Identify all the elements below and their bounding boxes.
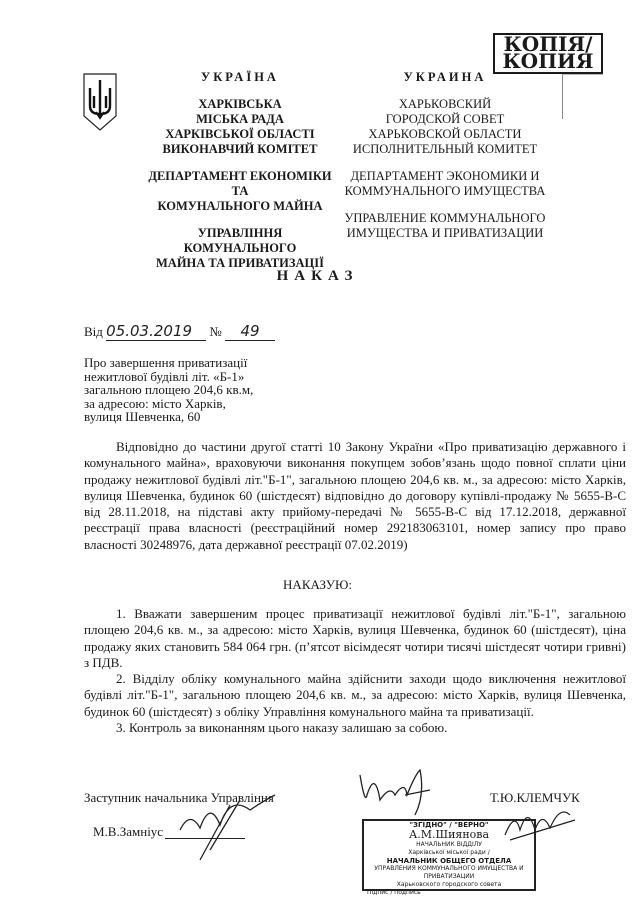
stamp-sign-label: Підпис / подпись <box>367 889 421 896</box>
signature-position: Заступник начальника Управління <box>84 790 274 805</box>
copy-stamp <box>493 33 603 74</box>
order-item: 1. Вважати завершеним процес приватизації нежитлової будівлі літ."Б-1", загальною площею 204,6 кв. м., за адресою: місто Харків, вулиця Шевченка, будинок 60 (шістдесят), ціна продажу яких становить 584 064 грн. (п’ятсот вісімдесят чотири тисячі шістдесят чотири гривні) з ПДВ. <box>84 606 626 670</box>
subject-line: за адресою: місто Харків, <box>84 395 226 411</box>
certification-stamp <box>362 819 536 896</box>
registration-mark <box>562 74 603 119</box>
header-ua-line: ВИКОНАВЧИЙ КОМІТЕТ <box>162 142 318 156</box>
signature-name: Т.Ю.КЛЕМЧУК <box>490 790 580 805</box>
header-ru-line: ГОРОДСКОЙ СОВЕТ <box>385 112 505 126</box>
executor-signature-icon <box>170 790 280 870</box>
dept-ru-line: КОММУНАЛЬНОГО ИМУЩЕСТВА <box>344 184 546 198</box>
header-ua <box>145 70 335 271</box>
copy-stamp-line2: КОПИЯ <box>502 49 594 73</box>
subject-line: загальною площею 204,6 кв.м, <box>84 382 254 397</box>
subject-line: Про завершення приватизації <box>84 355 248 370</box>
document-title: НАКАЗ <box>276 268 359 284</box>
header-ru <box>340 70 550 241</box>
dept-ru-line: ДЕПАРТАМЕНТ ЭКОНОМИКИ И <box>350 169 540 183</box>
date-line <box>84 322 275 341</box>
order-item: 3. Контроль за виконанням цього наказу залишаю за собою. <box>116 720 448 736</box>
country-ru: УКРАИНА <box>403 70 487 84</box>
order-item: 2. Відділу обліку комунального майна здійснити заходи щодо виключення нежитлової будівлі літ."Б-1", загальною площею 204,6 кв. м., за адресою: місто Харків, вулиця Шевченка, будинок 60 (шістдесят) з обліку Управління комунального майна та приватизації. <box>84 671 626 719</box>
subject-line: вулиця Шевченка, 60 <box>84 409 201 424</box>
stamp-line: Харьковского городского совета <box>396 881 502 888</box>
header-ua-line: ХАРКІВСЬКА <box>198 97 282 111</box>
header-ua-line: МІСЬКА РАДА <box>196 112 284 126</box>
order-heading: НАКАЗУЮ: <box>283 577 352 592</box>
dept-ua-line: КОМУНАЛЬНОГО МАЙНА <box>157 199 323 213</box>
head-signature-icon <box>345 765 435 825</box>
office-ua-line: УПРАВЛІННЯ КОМУНАЛЬНОГО <box>183 226 297 255</box>
dept-ua-line: ДЕПАРТАМЕНТ ЕКОНОМІКИ ТА <box>148 169 332 198</box>
order-items <box>84 606 626 736</box>
stamp-name: А.М.Шиянова <box>408 828 490 841</box>
copy-stamp-line1: КОПІЯ/ <box>503 32 593 56</box>
date-value: 05.03.2019 <box>106 322 206 341</box>
coat-of-arms-icon <box>82 72 118 132</box>
office-ua-line: МАЙНА ТА ПРИВАТИЗАЦІЇ <box>156 256 324 270</box>
stamp-title: "ЗГІДНО" / "ВЕРНО" <box>409 821 489 829</box>
office-ru-line: УПРАВЛЕНИЕ КОММУНАЛЬНОГО <box>344 211 546 225</box>
stamp-line: НАЧАЛЬНИК ВІДДІЛУ <box>416 841 482 848</box>
stamp-line: Харківської міської ради / <box>408 849 490 856</box>
header-ru-line: ХАРЬКОВСКИЙ <box>398 97 492 111</box>
executor-name: М.В.Замніус <box>93 824 164 839</box>
header-ru-line: ХАРЬКОВСКОЙ ОБЛАСТИ <box>368 127 522 141</box>
number-value: 49 <box>225 322 275 341</box>
office-ru-line: ИМУЩЕСТВА И ПРИВАТИЗАЦИИ <box>346 226 544 240</box>
header-ua-line: ХАРКІВСЬКОЇ ОБЛАСТІ <box>165 127 315 141</box>
subject-line: нежитлової будівлі літ. «Б-1» <box>84 368 245 384</box>
date-from-label: Від <box>84 324 103 339</box>
header-ru-line: ИСПОЛНИТЕЛЬНЫЙ КОМИТЕТ <box>352 142 538 156</box>
country-ua: УКРАЇНА <box>201 70 279 84</box>
stamp-line: НАЧАЛЬНИК ОБЩЕГО ОТДЕЛА <box>386 857 512 865</box>
preamble: Відповідно до частини другої статті 10 Закону України «Про приватизацію державного і комунального майна», враховуючи виконання покупцем зобов’язань щодо повної сплати ціни продажу нежитлової будівлі літ."Б-1", загальною площею 204,6 кв. м., за адресою: місто Харків, вулиця Шевченка, будинок 60 (шістдесят) відповідно до договору купівлі-продажу № 5655-В-С від 28.11.2018, на підставі акту прийому-передачі № 5655-В-С від 17.12.2018, державної реєстрації права власності (реєстраційний номер 292183063101, номер запису про право власності 30248976, дата державної реєстрації 07.02.2019) <box>84 439 626 552</box>
subject-block <box>84 356 253 424</box>
stamp-line: УПРАВЛЕНИЯ КОММУНАЛЬНОГО ИМУЩЕСТВА И ПРИВАТИЗАЦИИ <box>374 865 524 880</box>
number-label: № <box>209 324 222 339</box>
